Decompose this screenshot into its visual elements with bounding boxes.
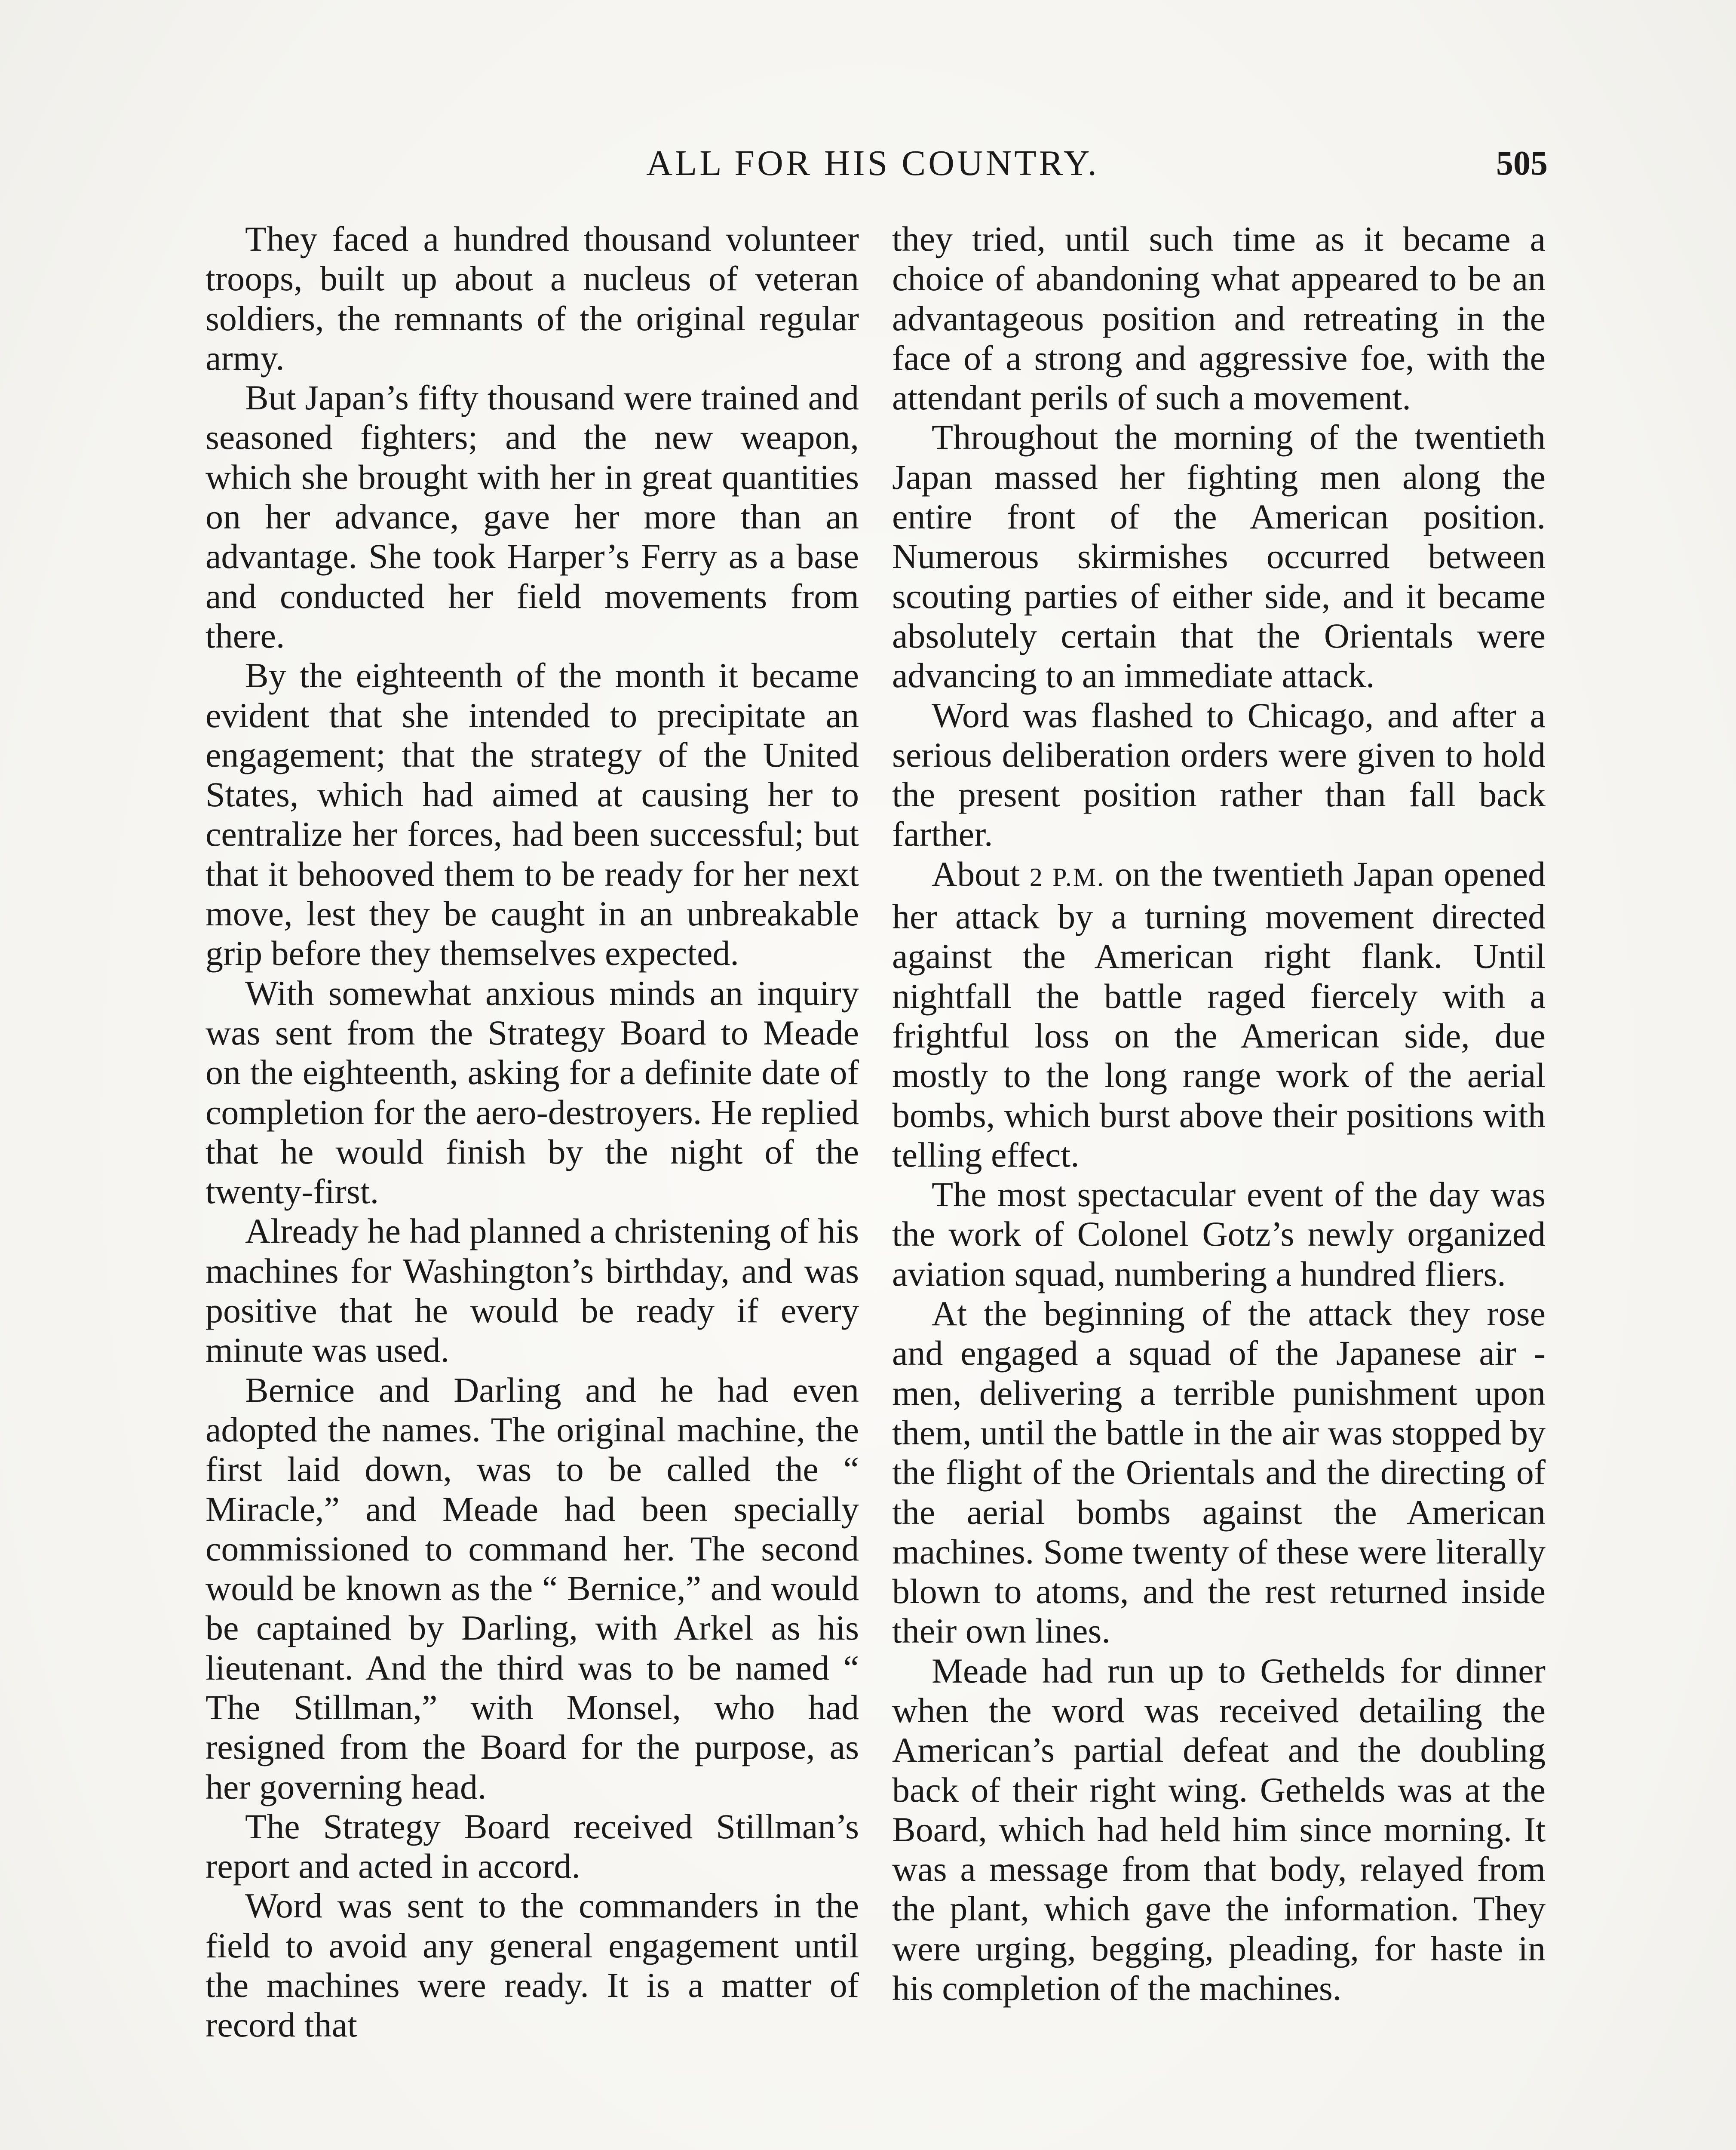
paragraph: [892, 854, 1546, 1175]
paragraph: With somewhat anxious minds an inquiry was sent from the Strategy Board to Meade on the eighteenth, asking for a definite date of completion for the aero-destroyers. He replied that he would finish by the night of the twenty-first.: [205, 973, 859, 1211]
paragraph: At the beginning of the attack they rose and engaged a squad of the Japanese air - men, delivering a terrible punishment upon them, until the battle in the air was stopped by the flight of the Orientals and the directing of the aerial bombs against the American machines. Some twenty of these were literally blown to atoms, and the rest returned inside their own lines.: [892, 1294, 1546, 1651]
page-title: ALL FOR HIS COUNTRY.: [646, 143, 1099, 183]
text-run: on the twentieth Japan opened her attack by a turning movement directed against the American right flank. Until nightfall the battle raged fiercely with a frightful loss on the American side, due mostly to the long range work of the aerial bombs, which burst above their positions with telling effect.: [892, 854, 1546, 1174]
left-column: [205, 219, 859, 2045]
time-of-day: 2 P.M.: [1029, 863, 1105, 891]
paragraph: The Strategy Board received Stillman’s report and acted in accord.: [205, 1806, 859, 1886]
page-number: 505: [1496, 144, 1548, 182]
paragraph: Word was flashed to Chicago, and after a serious deliberation orders were given to hold the present position rather than fall back farther.: [892, 695, 1546, 854]
paragraph: Word was sent to the commanders in the field to avoid any general engagement until the machines were ready. It is a matter of record that: [205, 1886, 859, 2045]
paragraph: Meade had run up to Gethelds for dinner when the word was received detailing the American’s partial defeat and the doubling back of their right wing. Gethelds was at the Board, which had held him since morning. It was a message from that body, relayed from the plant, which gave the information. They were urging, begging, pleading, for haste in his completion of the machines.: [892, 1651, 1546, 2008]
paragraph: But Japan’s fifty thousand were trained and seasoned fighters; and the new weapon, which she brought with her in great quantities on her advance, gave her more than an advantage. She took Harper’s Ferry as a base and conducted her field movements from there.: [205, 378, 859, 655]
paragraph: They faced a hundred thousand volunteer troops, built up about a nucleus of veteran soldiers, the remnants of the original regular army.: [205, 219, 859, 378]
paragraph: By the eighteenth of the month it became evident that she intended to precipitate an engagement; that the strategy of the United States, which had aimed at causing her to centralize her forces, had been successful; but that it behooved them to be ready for her next move, lest they be caught in an unbreakable grip before they themselves expected.: [205, 656, 859, 973]
paragraph: Throughout the morning of the twentieth Japan massed her fighting men along the entire front of the American position. Numerous skirmishes occurred between scouting parties of either side, and it became absolutely certain that the Orientals were advancing to an immediate attack.: [892, 418, 1546, 695]
running-head: [206, 138, 1548, 189]
paragraph: Already he had planned a christening of his machines for Washington’s birthday, and was positive that he would be ready if every minute was used.: [205, 1211, 859, 1370]
paragraph-continuation: they tried, until such time as it became a choice of abandoning what appeared to be an advantageous position and retreating in the face of a strong and aggressive foe, with the attendant perils of such a movement.: [892, 219, 1546, 418]
text-run: About: [932, 854, 1030, 894]
paragraph: The most spectacular event of the day was the work of Colonel Gotz’s newly organized aviation squad, numbering a hundred fliers.: [892, 1175, 1546, 1293]
paragraph: Bernice and Darling and he had even adopted the names. The original machine, the first laid down, was to be called the “ Miracle,” and Meade had been specially commissioned to command her. The second would be known as the “ Bernice,” and would be captained by Darling, with Arkel as his lieutenant. And the third was to be named “ The Stillman,” with Monsel, who had resigned from the Board for the purpose, as her governing head.: [205, 1370, 859, 1806]
right-column: [892, 219, 1546, 2008]
